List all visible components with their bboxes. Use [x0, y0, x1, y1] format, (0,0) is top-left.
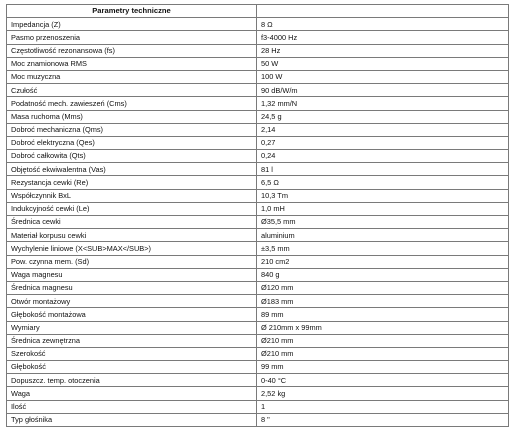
parameter-value: 1: [257, 400, 509, 413]
table-row: [7, 361, 509, 374]
table-header-title: Parametry techniczne: [7, 5, 257, 18]
parameter-value: 24,5 g: [257, 110, 509, 123]
table-row: [7, 18, 509, 31]
parameter-value: 1,32 mm/N: [257, 97, 509, 110]
parameter-label: Podatność mech. zawieszeń (Cms): [7, 97, 257, 110]
parameter-value: Ø 210mm x 99mm: [257, 321, 509, 334]
parameter-label: Objętość ekwiwalentna (Vas): [7, 163, 257, 176]
table-row: [7, 281, 509, 294]
parameter-label: Waga: [7, 387, 257, 400]
table-row: [7, 334, 509, 347]
table-row: [7, 308, 509, 321]
table-header-empty: [257, 5, 509, 18]
parameter-value: 89 mm: [257, 308, 509, 321]
table-row: [7, 242, 509, 255]
parameter-value: Ø210 mm: [257, 334, 509, 347]
table-row: [7, 150, 509, 163]
parameter-value: 8 Ω: [257, 18, 509, 31]
table-row: [7, 97, 509, 110]
table-row: [7, 255, 509, 268]
parameter-label: Moc muzyczna: [7, 70, 257, 83]
parameter-value: Ø183 mm: [257, 295, 509, 308]
parameter-value: 1,0 mH: [257, 202, 509, 215]
parameter-label: Czułość: [7, 84, 257, 97]
parameter-label: Dobroć całkowita (Qts): [7, 150, 257, 163]
parameter-label: Moc znamionowa RMS: [7, 57, 257, 70]
parameter-label: Średnica zewnętrzna: [7, 334, 257, 347]
parameter-value: 8 ": [257, 413, 509, 426]
parameter-label: Dopuszcz. temp. otoczenia: [7, 374, 257, 387]
parameter-value: 28 Hz: [257, 44, 509, 57]
table-row: [7, 295, 509, 308]
parameter-value: 2,52 kg: [257, 387, 509, 400]
parameter-value: 2,14: [257, 123, 509, 136]
parameter-value: Ø210 mm: [257, 347, 509, 360]
parameter-value: 840 g: [257, 268, 509, 281]
parameter-label: Rezystancja cewki (Re): [7, 176, 257, 189]
parameter-value: 0,24: [257, 150, 509, 163]
table-row: [7, 374, 509, 387]
parameter-value: 0-40 °C: [257, 374, 509, 387]
parameter-label: Impedancja (Z): [7, 18, 257, 31]
parameters-table: [6, 4, 509, 427]
parameter-label: Średnica cewki: [7, 216, 257, 229]
parameter-value: 50 W: [257, 57, 509, 70]
parameter-label: Pasmo przenoszenia: [7, 31, 257, 44]
parameter-label: Dobroć elektryczna (Qes): [7, 136, 257, 149]
parameter-value: ±3,5 mm: [257, 242, 509, 255]
table-row: [7, 136, 509, 149]
parameter-label: Szerokość: [7, 347, 257, 360]
parameter-label: Wymiary: [7, 321, 257, 334]
parameter-label: Średnica magnesu: [7, 281, 257, 294]
table-row: [7, 400, 509, 413]
table-row: [7, 110, 509, 123]
table-row: [7, 347, 509, 360]
parameter-value: 210 cm2: [257, 255, 509, 268]
parameter-label: Pow. czynna mem. (Sd): [7, 255, 257, 268]
table-row: [7, 387, 509, 400]
parameter-label: Współczynnik BxL: [7, 189, 257, 202]
parameter-label: Masa ruchoma (Mms): [7, 110, 257, 123]
table-row: [7, 413, 509, 426]
parameter-label: Typ głośnika: [7, 413, 257, 426]
table-row: [7, 268, 509, 281]
parameter-label: Częstotliwość rezonansowa (fs): [7, 44, 257, 57]
parameter-value: 81 l: [257, 163, 509, 176]
table-row: [7, 123, 509, 136]
table-row: [7, 176, 509, 189]
parameter-value: aluminium: [257, 229, 509, 242]
parameter-label: Indukcyjność cewki (Le): [7, 202, 257, 215]
parameter-value: 10,3 Tm: [257, 189, 509, 202]
table-row: [7, 44, 509, 57]
table-row: [7, 189, 509, 202]
table-row: [7, 70, 509, 83]
parameters-table-body: [7, 18, 509, 427]
parameter-label: Ilość: [7, 400, 257, 413]
table-row: [7, 321, 509, 334]
table-row: [7, 57, 509, 70]
parameter-label: Głębokość: [7, 361, 257, 374]
parameter-label: Dobroć mechaniczna (Qms): [7, 123, 257, 136]
table-row: [7, 163, 509, 176]
parameter-label: Wychylenie liniowe (X<SUB>MAX</SUB>): [7, 242, 257, 255]
parameter-label: Głębokość montażowa: [7, 308, 257, 321]
parameter-value: Ø120 mm: [257, 281, 509, 294]
parameter-value: 99 mm: [257, 361, 509, 374]
parameter-value: 90 dB/W/m: [257, 84, 509, 97]
parameter-value: 0,27: [257, 136, 509, 149]
parameter-label: Materiał korpusu cewki: [7, 229, 257, 242]
table-row: [7, 216, 509, 229]
parameter-value: 6,5 Ω: [257, 176, 509, 189]
parameter-label: Waga magnesu: [7, 268, 257, 281]
table-row: [7, 229, 509, 242]
table-row: [7, 202, 509, 215]
table-row: [7, 31, 509, 44]
parameter-label: Otwór montażowy: [7, 295, 257, 308]
table-header-row: [7, 5, 509, 18]
parameter-value: f3-4000 Hz: [257, 31, 509, 44]
table-row: [7, 84, 509, 97]
parameter-value: Ø35,5 mm: [257, 216, 509, 229]
parameter-value: 100 W: [257, 70, 509, 83]
